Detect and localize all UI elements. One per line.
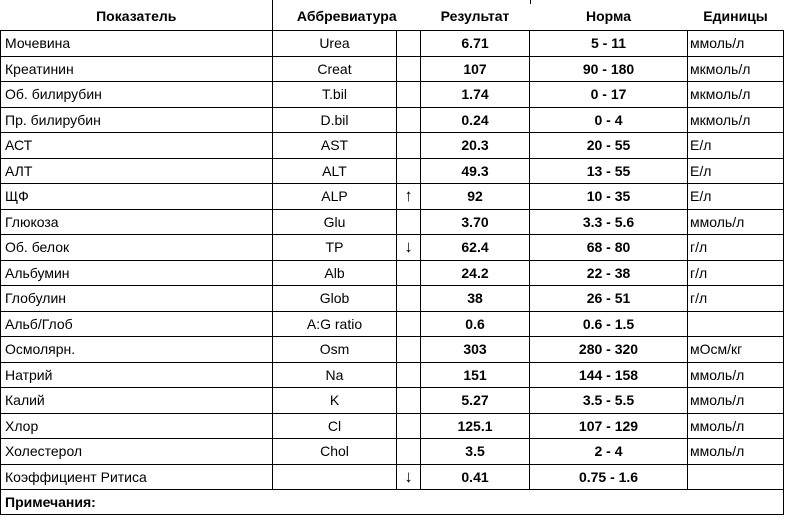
cell-name: Калий [1, 388, 273, 414]
cell-norm: 0.75 - 1.6 [530, 464, 688, 490]
cell-result: 125.1 [421, 413, 530, 439]
table-row [1, 31, 784, 57]
cell-abbr: Glob [273, 286, 397, 312]
header-abbr: Аббревиатура [273, 2, 421, 31]
cell-norm: 3.3 - 5.6 [530, 209, 688, 235]
cell-abbr: Alb [273, 260, 397, 286]
cell-name: Натрий [1, 362, 273, 388]
cell-result: 3.70 [421, 209, 530, 235]
header-result: Результат [421, 2, 530, 31]
cell-name: Альб/Глоб [1, 311, 273, 337]
header-norm: Норма [530, 2, 688, 31]
cell-name: Об. билирубин [1, 82, 273, 108]
table-row [1, 260, 784, 286]
header-units: Единицы [688, 2, 784, 31]
table-row [1, 107, 784, 133]
cell-norm: 5 - 11 [530, 31, 688, 57]
cell-name: Холестерол [1, 439, 273, 465]
cell-result: 38 [421, 286, 530, 312]
cell-name: Глобулин [1, 286, 273, 312]
cell-unit: мкмоль/л [688, 82, 784, 108]
table-row [1, 158, 784, 184]
flag-arrow-icon: ↓ [397, 464, 421, 490]
flag-arrow-icon [397, 209, 421, 235]
table-row [1, 362, 784, 388]
flag-arrow-icon [397, 107, 421, 133]
cell-result: 3.5 [421, 439, 530, 465]
cell-result: 5.27 [421, 388, 530, 414]
cell-abbr: Osm [273, 337, 397, 363]
flag-arrow-icon: ↓ [397, 235, 421, 261]
cell-norm: 22 - 38 [530, 260, 688, 286]
table-row [1, 439, 784, 465]
cell-result: 0.41 [421, 464, 530, 490]
cell-unit: г/л [688, 235, 784, 261]
cell-norm: 280 - 320 [530, 337, 688, 363]
cell-unit: мкмоль/л [688, 107, 784, 133]
cell-name: Осмолярн. [1, 337, 273, 363]
cell-unit [688, 311, 784, 337]
cell-abbr: T.bil [273, 82, 397, 108]
cell-unit [688, 464, 784, 490]
flag-arrow-icon [397, 362, 421, 388]
cell-norm: 2 - 4 [530, 439, 688, 465]
cell-unit: г/л [688, 286, 784, 312]
flag-arrow-icon [397, 158, 421, 184]
cell-abbr: Glu [273, 209, 397, 235]
table-row [1, 311, 784, 337]
cell-norm: 26 - 51 [530, 286, 688, 312]
cell-norm: 20 - 55 [530, 133, 688, 159]
cell-unit: мОсм/кг [688, 337, 784, 363]
cell-abbr [273, 464, 397, 490]
cell-abbr: Creat [273, 56, 397, 82]
cell-abbr: A:G ratio [273, 311, 397, 337]
cell-unit: ммоль/л [688, 413, 784, 439]
cell-name: Креатинин [1, 56, 273, 82]
table-row [1, 133, 784, 159]
flag-arrow-icon [397, 311, 421, 337]
cell-abbr: TP [273, 235, 397, 261]
cell-result: 49.3 [421, 158, 530, 184]
header-name: Показатель [1, 2, 273, 31]
cell-name: Альбумин [1, 260, 273, 286]
cell-name: Пр. билирубин [1, 107, 273, 133]
cell-unit: Е/л [688, 133, 784, 159]
cell-name: Хлор [1, 413, 273, 439]
notes-row [1, 490, 784, 515]
cell-unit: мкмоль/л [688, 56, 784, 82]
table-body [1, 31, 784, 490]
table-row [1, 286, 784, 312]
cell-unit: ммоль/л [688, 31, 784, 57]
cell-norm: 90 - 180 [530, 56, 688, 82]
flag-arrow-icon [397, 56, 421, 82]
flag-arrow-icon [397, 439, 421, 465]
flag-arrow-icon [397, 337, 421, 363]
table-row [1, 209, 784, 235]
cell-abbr: D.bil [273, 107, 397, 133]
table-header-row [1, 2, 784, 31]
cell-norm: 3.5 - 5.5 [530, 388, 688, 414]
cell-unit: ммоль/л [688, 209, 784, 235]
table-row [1, 337, 784, 363]
table-row [1, 464, 784, 490]
cell-abbr: ALT [273, 158, 397, 184]
table-row [1, 82, 784, 108]
cell-unit: г/л [688, 260, 784, 286]
cell-abbr: K [273, 388, 397, 414]
flag-arrow-icon [397, 133, 421, 159]
lab-results-table [0, 2, 784, 515]
cell-norm: 0.6 - 1.5 [530, 311, 688, 337]
notes-label: Примечания: [1, 490, 784, 515]
flag-arrow-icon [397, 260, 421, 286]
cell-result: 20.3 [421, 133, 530, 159]
cell-abbr: Na [273, 362, 397, 388]
cell-result: 62.4 [421, 235, 530, 261]
cell-result: 1.74 [421, 82, 530, 108]
cell-unit: ммоль/л [688, 388, 784, 414]
cell-unit: Е/л [688, 184, 784, 210]
cell-result: 0.6 [421, 311, 530, 337]
cell-norm: 107 - 129 [530, 413, 688, 439]
cell-result: 107 [421, 56, 530, 82]
table-row [1, 235, 784, 261]
cell-name: Коэффициент Ритиса [1, 464, 273, 490]
cell-unit: ммоль/л [688, 439, 784, 465]
cell-name: Глюкоза [1, 209, 273, 235]
cell-name: АСТ [1, 133, 273, 159]
cell-abbr: Urea [273, 31, 397, 57]
cell-abbr: ALP [273, 184, 397, 210]
cell-norm: 0 - 4 [530, 107, 688, 133]
cell-name: ЩФ [1, 184, 273, 210]
cell-result: 151 [421, 362, 530, 388]
table-row [1, 388, 784, 414]
flag-arrow-icon: ↑ [397, 184, 421, 210]
cell-name: Об. белок [1, 235, 273, 261]
cell-result: 24.2 [421, 260, 530, 286]
cell-abbr: Chol [273, 439, 397, 465]
flag-arrow-icon [397, 286, 421, 312]
cell-result: 92 [421, 184, 530, 210]
cell-norm: 0 - 17 [530, 82, 688, 108]
cell-norm: 68 - 80 [530, 235, 688, 261]
cell-abbr: Cl [273, 413, 397, 439]
flag-arrow-icon [397, 413, 421, 439]
cell-norm: 13 - 55 [530, 158, 688, 184]
flag-arrow-icon [397, 31, 421, 57]
table-row [1, 56, 784, 82]
flag-arrow-icon [397, 388, 421, 414]
cell-name: Мочевина [1, 31, 273, 57]
cell-unit: Е/л [688, 158, 784, 184]
flag-arrow-icon [397, 82, 421, 108]
cell-norm: 10 - 35 [530, 184, 688, 210]
cell-unit: ммоль/л [688, 362, 784, 388]
table-row [1, 413, 784, 439]
cell-name: АЛТ [1, 158, 273, 184]
cell-abbr: AST [273, 133, 397, 159]
table-row [1, 184, 784, 210]
cell-result: 6.71 [421, 31, 530, 57]
cell-norm: 144 - 158 [530, 362, 688, 388]
cell-result: 0.24 [421, 107, 530, 133]
cell-result: 303 [421, 337, 530, 363]
